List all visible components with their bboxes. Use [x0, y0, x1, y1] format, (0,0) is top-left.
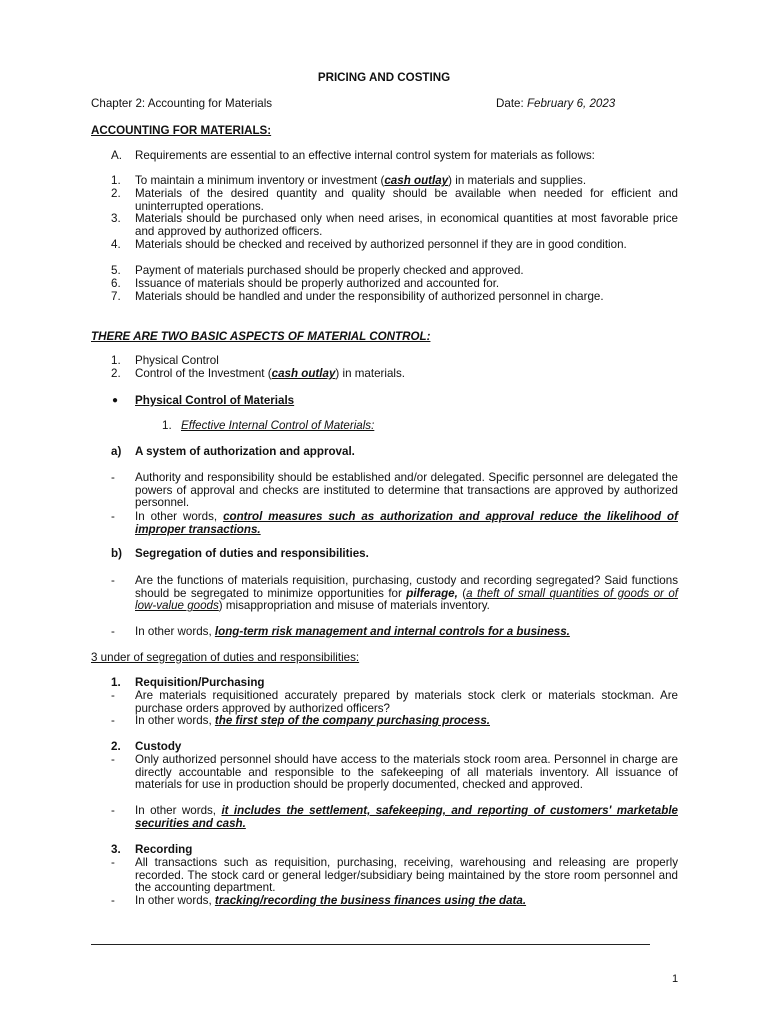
under-1-text: Are materials requisitioned accurately prepared by materials stock clerk or materials stockman. Are purchase orders approved by authorized officers? — [135, 689, 678, 715]
dash-mark: - — [111, 625, 115, 638]
req-item-number: 3. — [111, 212, 121, 225]
aspects-heading: THERE ARE TWO BASIC ASPECTS OF MATERIAL CONTROL: — [91, 330, 431, 343]
under-2-text: Only authorized personnel should have access to the materials stock room area. Personnel in charge are directly accountable and responsible to the safekeeping of all materials inventory. All issuance of materials for use in production should be properly documented, checked and approved. — [135, 753, 678, 792]
req-item-number: 6. — [111, 277, 121, 290]
sec-a-marker: a) — [111, 445, 122, 458]
sec-a-detail-2: In other words, control measures such as authorization and approval reduce the likelihood of improper transactions. — [135, 510, 678, 536]
req-item-2: Materials of the desired quantity and quality should be available when needed for efficient and uninterrupted operations. — [135, 187, 678, 213]
under-1-title: Requisition/Purchasing — [135, 676, 265, 689]
dash-mark: - — [111, 471, 115, 484]
aspect-number: 2. — [111, 367, 121, 380]
section-heading: ACCOUNTING FOR MATERIALS: — [91, 124, 272, 137]
req-item-1: To maintain a minimum inventory or investment (cash outlay) in materials and supplies. — [135, 174, 587, 187]
req-item-number: 4. — [111, 238, 121, 251]
req-item-7: Materials should be handled and under the responsibility of authorized personnel in charge. — [135, 290, 604, 303]
date-value: February 6, 2023 — [526, 97, 616, 110]
under-1-other-words: In other words, the first step of the company purchasing process. — [135, 714, 490, 727]
effective-control-subheading: Effective Internal Control of Materials: — [181, 419, 375, 432]
sec-a-heading: A system of authorization and approval. — [135, 445, 355, 458]
under-number: 2. — [111, 740, 121, 753]
page-number: 1 — [672, 973, 679, 985]
physical-control-heading: Physical Control of Materials — [135, 394, 295, 407]
chapter-label: Chapter 2: Accounting for Materials — [91, 97, 273, 110]
dash-mark: - — [111, 804, 115, 817]
cash-outlay-term: cash outlay — [271, 367, 336, 380]
sec-b-detail-2: In other words, long-term risk management and internal controls for a business. — [135, 625, 570, 638]
aspect-number: 1. — [111, 354, 121, 367]
aspect-1: Physical Control — [135, 354, 219, 367]
req-item-number: 1. — [111, 174, 121, 187]
cash-outlay-term: cash outlay — [384, 174, 449, 187]
under-3-other-words: In other words, tracking/recording the business finances using the data. — [135, 894, 527, 907]
date-label: Date: — [496, 97, 524, 110]
sub-number: 1. — [162, 419, 172, 432]
req-marker: A. — [111, 149, 122, 162]
pilferage-term: pilferage, — [406, 586, 458, 600]
under-2-other-words: In other words, it includes the settlement, safekeeping, and reporting of customers' marketable securities and cash. — [135, 804, 678, 830]
req-item-6: Issuance of materials should be properly authorized and accounted for. — [135, 277, 500, 290]
req-intro: Requirements are essential to an effective internal control system for materials as follows: — [135, 149, 595, 162]
sec-b-marker: b) — [111, 547, 122, 560]
bullet-icon: ● — [112, 395, 119, 406]
dash-mark: - — [111, 753, 115, 766]
footer-divider — [91, 944, 650, 945]
date-line — [496, 98, 615, 111]
dash-mark: - — [111, 574, 115, 587]
aspect-2: Control of the Investment (cash outlay) in materials. — [135, 367, 406, 380]
under-heading: 3 under of segregation of duties and responsibilities: — [91, 651, 360, 664]
dash-mark: - — [111, 856, 115, 869]
dash-mark: - — [111, 894, 115, 907]
req-item-4: Materials should be checked and received by authorized personnel if they are in good condition. — [135, 238, 627, 251]
req-item-5: Payment of materials purchased should be properly checked and approved. — [135, 264, 524, 277]
under-number: 3. — [111, 843, 121, 856]
dash-mark: - — [111, 510, 115, 523]
under-3-text: All transactions such as requisition, purchasing, receiving, warehousing and releasing are properly recorded. The stock card or general ledger/subsidiary being maintained by the store room personnel and the accounting department. — [135, 856, 678, 895]
req-item-number: 5. — [111, 264, 121, 277]
req-item-3: Materials should be purchased only when need arises, in economical quantities at most favorable price and approved by authorized officers. — [135, 212, 678, 238]
page-title: PRICING AND COSTING — [317, 71, 451, 84]
dash-mark: - — [111, 689, 115, 702]
req-item-number: 7. — [111, 290, 121, 303]
req-item-number: 2. — [111, 187, 121, 200]
sec-a-detail-1: Authority and responsibility should be established and/or delegated. Specific personnel are delegated the powers of approval and checks are instituted to determine that transactions are approved by authorized personnel. — [135, 471, 678, 510]
dash-mark: - — [111, 714, 115, 727]
under-2-title: Custody — [135, 740, 182, 753]
under-number: 1. — [111, 676, 121, 689]
sec-b-heading: Segregation of duties and responsibilities. — [135, 547, 369, 560]
sec-b-detail-1: Are the functions of materials requisition, purchasing, custody and recording segregated? Said functions should be segregated to minimize opportunities for pilferage, (a theft of small quantities of goods or of low-value goods) misappropriation and misuse of materials inventory. — [135, 574, 678, 613]
under-3-title: Recording — [135, 843, 193, 856]
